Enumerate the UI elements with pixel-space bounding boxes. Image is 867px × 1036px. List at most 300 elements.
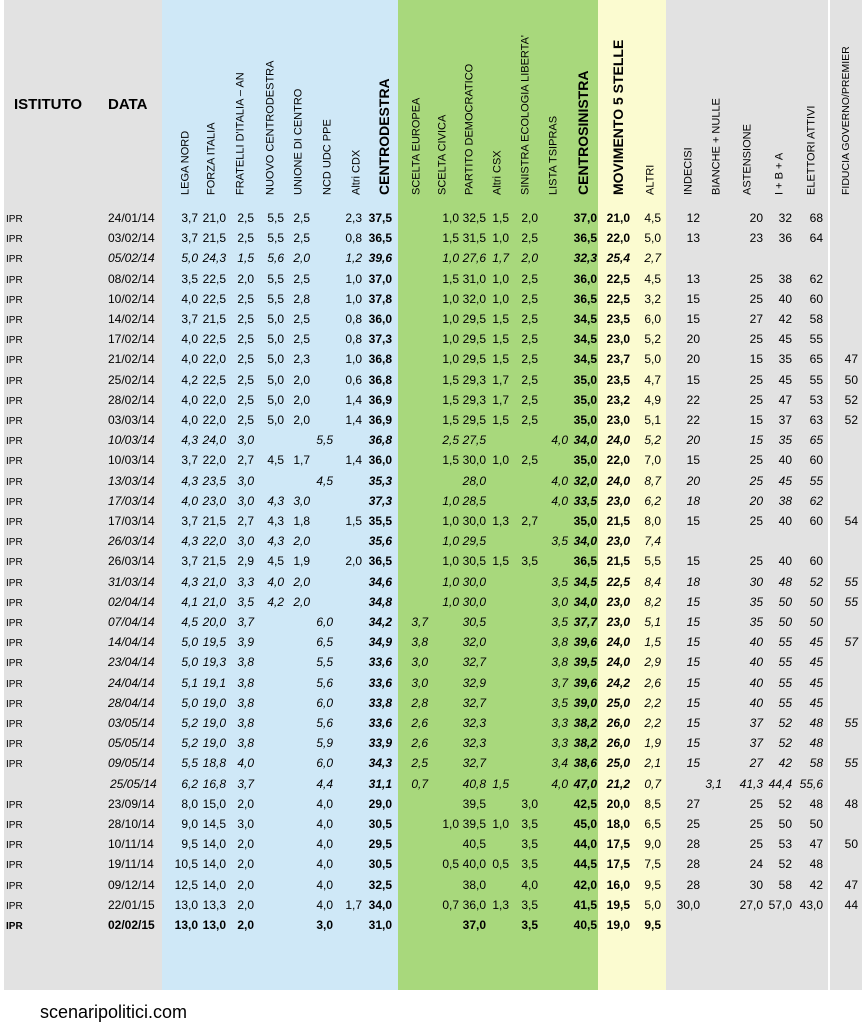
row-date: 08/02/14	[108, 271, 155, 286]
cell-0: 13,0	[174, 897, 198, 912]
cell-10: 36,0	[462, 897, 486, 912]
row-date: 21/02/14	[108, 352, 155, 367]
cell-3: 4,2	[267, 594, 284, 609]
cell-1: 14,0	[202, 857, 226, 872]
cell-0: 6,2	[181, 776, 198, 791]
cell-20: 32	[778, 211, 792, 225]
col-header-nuovo-centrodestra: NUOVO CENTRODESTRA	[264, 60, 277, 195]
cell-2: 3,7	[237, 615, 254, 629]
cell-10: 32,7	[462, 756, 486, 771]
cell-19: 25	[749, 332, 763, 347]
cell-12: 2,5	[521, 372, 538, 387]
cell-10: 32,5	[462, 211, 486, 225]
cell-0: 4,0	[181, 413, 198, 427]
cell-15: 26,0	[606, 736, 630, 751]
row-date: 26/03/14	[108, 554, 155, 569]
cell-22: 57	[844, 635, 858, 650]
row-date: 25/02/14	[108, 372, 155, 387]
cell-13: 3,4	[551, 756, 568, 771]
cell-10: 29,5	[462, 312, 486, 326]
cell-8: 2,5	[411, 756, 428, 771]
col-header-unione-di-centro: UNIONE DI CENTRO	[292, 88, 305, 195]
row-source: IPR	[6, 759, 23, 771]
row-date: 07/04/14	[108, 615, 155, 629]
cell-2: 2,5	[237, 372, 254, 387]
cell-14: 36,5	[573, 291, 597, 306]
cell-17: 15	[686, 615, 700, 629]
cell-7: 34,8	[368, 594, 392, 609]
cell-1: 23,5	[202, 473, 226, 488]
cell-0: 3,7	[181, 554, 198, 569]
cell-1: 13,0	[202, 918, 226, 932]
cell-20: 42	[778, 756, 792, 771]
cell-0: 12,5	[174, 877, 198, 892]
cell-2: 3,8	[237, 695, 254, 710]
cell-10: 39,5	[462, 817, 486, 831]
cell-0: 4,3	[181, 574, 198, 589]
cell-19: 27,0	[739, 897, 763, 912]
cell-1: 16,8	[202, 776, 226, 791]
cell-4: 2,0	[293, 534, 310, 549]
cell-2: 2,0	[237, 897, 254, 912]
cell-16: 6,0	[644, 312, 661, 326]
cell-16: 8,5	[644, 796, 661, 811]
col-header-scelta-civica: SCELTA CIVICA	[436, 114, 449, 195]
row-source: IPR	[6, 335, 23, 347]
cell-0: 10,5	[174, 857, 198, 872]
cell-21: 58	[809, 312, 823, 326]
cell-15: 22,5	[606, 574, 630, 589]
cell-20: 55	[778, 695, 792, 710]
row-date: 26/03/14	[108, 534, 155, 549]
cell-5: 4,0	[316, 857, 333, 872]
cell-14: 32,3	[573, 251, 597, 266]
col-header-centrodestra: CENTRODESTRA	[376, 78, 392, 195]
header-istituto: ISTITUTO	[14, 96, 83, 113]
cell-10: 30,0	[462, 574, 486, 589]
cell-10: 31,0	[462, 271, 486, 286]
cell-1: 19,1	[202, 675, 226, 690]
cell-16: 2,9	[644, 655, 661, 670]
cell-17: 22	[686, 392, 700, 407]
row-date: 28/02/14	[108, 392, 155, 407]
cell-11: 1,5	[492, 352, 509, 367]
cell-22: 50	[844, 837, 858, 852]
row-source: IPR	[6, 254, 23, 266]
cell-16: 4,9	[644, 392, 661, 407]
cell-10: 30,0	[462, 514, 486, 528]
cell-9: 1,5	[442, 392, 459, 407]
cell-3: 5,6	[267, 251, 284, 266]
cell-1: 23,0	[202, 493, 226, 508]
cell-3: 4,5	[267, 453, 284, 468]
cell-0: 5,2	[181, 736, 198, 751]
col-header-fratelli-d-italia-an: FRATELLI D'ITALIA – AN	[234, 72, 247, 195]
cell-4: 2,0	[293, 392, 310, 407]
row-source: IPR	[6, 315, 23, 326]
cell-9: 0,7	[442, 897, 459, 912]
cell-2: 3,8	[237, 736, 254, 751]
cell-5: 4,0	[316, 897, 333, 912]
cell-16: 8,0	[644, 514, 661, 528]
cell-0: 8,0	[181, 796, 198, 811]
cell-19: 25	[749, 291, 763, 306]
cell-16: 4,5	[644, 211, 661, 225]
cell-22: 52	[844, 392, 858, 407]
cell-20: 45	[778, 473, 792, 488]
cell-1: 22,0	[202, 352, 226, 367]
cell-12: 2,5	[521, 231, 538, 246]
cell-7: 36,8	[368, 433, 392, 448]
cell-3: 4,3	[267, 534, 284, 549]
cell-15: 24,0	[606, 655, 630, 670]
row-source: IPR	[6, 658, 23, 670]
cell-14: 39,0	[573, 695, 597, 710]
cell-21: 50	[809, 817, 823, 831]
cell-15: 24,0	[606, 635, 630, 650]
cell-2: 2,9	[237, 554, 254, 569]
col-header-altri-csx: Altri CSX	[491, 150, 504, 195]
cell-21: 45	[809, 695, 823, 710]
cell-15: 22,0	[606, 231, 630, 246]
cell-16: 5,2	[644, 332, 661, 347]
cell-19: 27	[749, 756, 763, 771]
cell-1: 22,0	[202, 453, 226, 468]
cell-17: 20	[686, 352, 700, 367]
cell-3: 4,0	[267, 574, 284, 589]
cell-9: 1,5	[442, 231, 459, 246]
cell-15: 25,0	[606, 695, 630, 710]
cell-2: 2,0	[237, 877, 254, 892]
cell-12: 3,5	[521, 918, 538, 932]
col-header-lega-nord: LEGA NORD	[179, 130, 192, 195]
cell-16: 4,7	[644, 372, 661, 387]
cell-21: 55	[809, 332, 823, 347]
cell-12: 4,0	[521, 877, 538, 892]
cell-20: 52	[778, 857, 792, 872]
cell-20: 45	[778, 372, 792, 387]
cell-5: 5,9	[316, 736, 333, 751]
row-date: 09/12/14	[108, 877, 155, 892]
cell-22: 44	[844, 897, 858, 912]
cell-12: 2,5	[521, 413, 538, 427]
cell-14: 44,0	[573, 837, 597, 852]
cell-15: 21,2	[606, 776, 630, 791]
cell-8: 0,7	[411, 776, 428, 791]
cell-10: 29,5	[462, 534, 486, 549]
row-date: 10/03/14	[108, 453, 155, 468]
cell-22: 55	[844, 716, 858, 730]
cell-10: 30,0	[462, 594, 486, 609]
cell-4: 1,9	[293, 554, 310, 569]
cell-2: 3,8	[237, 655, 254, 670]
cell-0: 9,5	[181, 837, 198, 852]
row-source: IPR	[6, 294, 23, 306]
cell-6: 1,4	[345, 392, 362, 407]
cell-16: 4,5	[644, 271, 661, 286]
cell-15: 22,5	[606, 291, 630, 306]
cell-15: 23,0	[606, 332, 630, 347]
cell-19: 35	[749, 615, 763, 629]
cell-0: 3,7	[181, 453, 198, 468]
cell-2: 2,7	[237, 514, 254, 528]
cell-7: 36,5	[368, 554, 392, 569]
cell-6: 1,0	[345, 352, 362, 367]
cell-16: 5,0	[644, 352, 661, 367]
row-source: IPR	[6, 436, 23, 448]
cell-17: 15	[686, 554, 700, 569]
cell-14: 35,0	[573, 453, 597, 468]
cell-12: 2,5	[521, 312, 538, 326]
cell-10: 32,0	[462, 291, 486, 306]
cell-7: 36,5	[368, 231, 392, 246]
cell-14: 38,6	[573, 756, 597, 771]
cell-15: 23,0	[606, 534, 630, 549]
cell-17: 20	[686, 433, 700, 448]
row-date: 31/03/14	[108, 574, 155, 589]
cell-8: 3,7	[411, 615, 428, 629]
cell-10: 28,5	[462, 493, 486, 508]
cell-5: 5,5	[316, 433, 333, 448]
cell-2: 1,5	[237, 251, 254, 266]
cell-22: 55	[844, 756, 858, 771]
cell-15: 19,5	[606, 897, 630, 912]
cell-1: 19,0	[202, 695, 226, 710]
row-source: IPR	[6, 698, 23, 710]
cell-11: 0,5	[492, 857, 509, 872]
cell-19: 15	[749, 413, 763, 427]
cell-7: 37,8	[368, 291, 392, 306]
col-header-fiducia-governo-premier: FIDUCIA GOVERNO/PREMIER	[840, 46, 852, 195]
cell-9: 0,5	[442, 857, 459, 872]
cell-10: 40,0	[462, 857, 486, 872]
cell-10: 38,0	[462, 877, 486, 892]
cell-21: 47	[809, 837, 823, 852]
cell-10: 27,6	[462, 251, 486, 266]
cell-0: 4,0	[181, 291, 198, 306]
cell-20: 38	[778, 271, 792, 286]
cell-9: 1,0	[442, 817, 459, 831]
cell-21: 48	[809, 736, 823, 751]
cell-3: 5,0	[267, 392, 284, 407]
cell-2: 2,0	[237, 837, 254, 852]
cell-12: 2,0	[521, 211, 538, 225]
row-date: 19/11/14	[108, 857, 154, 872]
cell-0: 4,0	[181, 352, 198, 367]
row-date: 24/01/14	[108, 211, 155, 225]
cell-14: 36,0	[573, 271, 597, 286]
cell-21: 45	[809, 635, 823, 650]
cell-20: 53	[778, 837, 792, 852]
cell-19: 25	[749, 514, 763, 528]
cell-14: 38,2	[573, 716, 597, 730]
cell-0: 9,0	[181, 817, 198, 831]
cell-16: 0,7	[644, 776, 661, 791]
cell-1: 15,0	[202, 796, 226, 811]
row-date: 02/04/14	[108, 594, 155, 609]
row-source: IPR	[6, 476, 23, 488]
cell-16: 5,1	[644, 615, 661, 629]
cell-12: 3,5	[521, 837, 538, 852]
cell-15: 17,5	[606, 857, 630, 872]
cell-19: 25	[749, 554, 763, 569]
cell-3: 5,0	[267, 352, 284, 367]
cell-10: 31,5	[462, 231, 486, 246]
cell-22: 55	[844, 594, 858, 609]
row-source: IPR	[6, 517, 23, 528]
cell-15: 23,5	[606, 372, 630, 387]
row-date: 23/09/14	[108, 796, 155, 811]
cell-7: 37,3	[368, 493, 392, 508]
row-date: 05/02/14	[108, 251, 155, 266]
cell-17: 13	[686, 271, 700, 286]
cell-20: 36	[778, 231, 792, 246]
cell-6: 1,2	[345, 251, 362, 266]
cell-14: 40,5	[573, 918, 597, 932]
cell-14: 34,5	[573, 332, 597, 347]
cell-15: 24,0	[606, 433, 630, 448]
cell-6: 1,0	[345, 271, 362, 286]
cell-19: 24	[749, 857, 763, 872]
cell-19: 25	[749, 372, 763, 387]
cell-5: 6,5	[316, 635, 333, 650]
cell-5: 4,0	[316, 877, 333, 892]
cell-1: 21,5	[202, 231, 226, 246]
cell-21: 63	[809, 413, 823, 427]
cell-2: 2,0	[237, 271, 254, 286]
cell-14: 35,0	[573, 372, 597, 387]
cell-1: 18,8	[202, 756, 226, 771]
cell-16: 7,5	[644, 857, 661, 872]
cell-17: 28	[686, 857, 700, 872]
cell-2: 3,9	[237, 635, 254, 650]
cell-8: 2,8	[411, 695, 428, 710]
cell-19: 25	[749, 837, 763, 852]
cell-16: 9,0	[644, 837, 661, 852]
cell-19: 20	[749, 493, 763, 508]
cell-0: 13,0	[174, 918, 198, 932]
cell-10: 40,8	[462, 776, 486, 791]
cell-5: 4,0	[316, 817, 333, 831]
cell-16: 6,2	[644, 493, 661, 508]
cell-12: 2,7	[521, 514, 538, 528]
cell-0: 4,2	[181, 372, 198, 387]
cell-11: 1,0	[492, 291, 509, 306]
cell-16: 5,0	[644, 231, 661, 246]
cell-5: 6,0	[316, 615, 333, 629]
cell-16: 7,0	[644, 453, 661, 468]
cell-16: 2,1	[644, 756, 661, 771]
row-source: IPR	[6, 537, 23, 549]
cell-7: 29,0	[368, 796, 392, 811]
cell-14: 39,6	[573, 635, 597, 650]
cell-16: 2,6	[644, 675, 661, 690]
cell-10: 32,3	[462, 716, 486, 730]
cell-11: 1,5	[492, 554, 509, 569]
row-date: 28/04/14	[108, 695, 155, 710]
cell-6: 2,0	[345, 554, 362, 569]
col-header-elettori-attivi: ELETTORI ATTIVI	[805, 105, 818, 195]
cell-9: 1,5	[442, 372, 459, 387]
cell-19: 40	[749, 675, 763, 690]
cell-13: 3,8	[551, 635, 568, 650]
cell-7: 34,0	[368, 897, 392, 912]
cell-7: 37,3	[368, 332, 392, 347]
cell-7: 34,2	[368, 615, 392, 629]
cell-0: 4,0	[181, 332, 198, 347]
cell-15: 23,0	[606, 615, 630, 629]
cell-10: 30,5	[462, 615, 486, 629]
cell-0: 4,0	[181, 493, 198, 508]
row-date: 05/05/14	[108, 736, 155, 751]
cell-5: 3,0	[316, 918, 333, 932]
cell-3: 5,5	[267, 271, 284, 286]
cell-16: 8,4	[644, 574, 661, 589]
cell-13: 3,5	[551, 534, 568, 549]
cell-15: 17,5	[606, 837, 630, 852]
cell-7: 35,6	[368, 534, 392, 549]
cell-2: 2,5	[237, 413, 254, 427]
row-source: IPR	[6, 375, 23, 387]
col-header-movimento-5-stelle: MOVIMENTO 5 STELLE	[610, 39, 626, 195]
cell-20: 35	[778, 352, 792, 367]
cell-21: 48	[809, 857, 823, 872]
cell-7: 39,6	[368, 251, 392, 266]
cell-0: 4,3	[181, 433, 198, 448]
cell-7: 30,5	[368, 817, 392, 831]
cell-13: 4,0	[551, 493, 568, 508]
cell-9: 1,0	[442, 594, 459, 609]
cell-17: 15	[686, 312, 700, 326]
cell-9: 1,0	[442, 534, 459, 549]
cell-17: 30,0	[676, 897, 700, 912]
cell-1: 14,5	[202, 817, 226, 831]
cell-15: 26,0	[606, 716, 630, 730]
cell-20: 48	[778, 574, 792, 589]
cell-20: 50	[778, 594, 792, 609]
cell-17: 15	[686, 756, 700, 771]
cell-4: 2,8	[293, 291, 310, 306]
cell-3: 4,3	[267, 493, 284, 508]
cell-6: 1,7	[345, 897, 362, 912]
cell-3: 5,0	[267, 413, 284, 427]
cell-1: 22,5	[202, 372, 226, 387]
cell-12: 2,5	[521, 271, 538, 286]
cell-10: 37,0	[462, 918, 486, 932]
cell-1: 14,0	[202, 877, 226, 892]
cell-11: 1,5	[492, 776, 509, 791]
row-source: IPR	[6, 799, 23, 811]
cell-13: 3,5	[551, 615, 568, 629]
cell-10: 32,3	[462, 736, 486, 751]
cell-1: 22,5	[202, 332, 226, 347]
cell-0: 4,5	[181, 615, 198, 629]
cell-11: 1,7	[492, 372, 509, 387]
cell-21: 60	[809, 554, 823, 569]
cell-5: 6,0	[316, 695, 333, 710]
cell-17: 15	[686, 655, 700, 670]
cell-19: 41,3	[739, 776, 763, 791]
cell-14: 35,0	[573, 392, 597, 407]
cell-1: 13,3	[202, 897, 226, 912]
row-date: 14/02/14	[108, 312, 155, 326]
cell-20: 50	[778, 615, 792, 629]
cell-1: 22,0	[202, 392, 226, 407]
cell-15: 23,7	[606, 352, 630, 367]
cell-6: 2,3	[345, 211, 362, 225]
cell-14: 41,5	[573, 897, 597, 912]
col-header-lista-tsipras: LISTA TSIPRAS	[547, 115, 560, 195]
